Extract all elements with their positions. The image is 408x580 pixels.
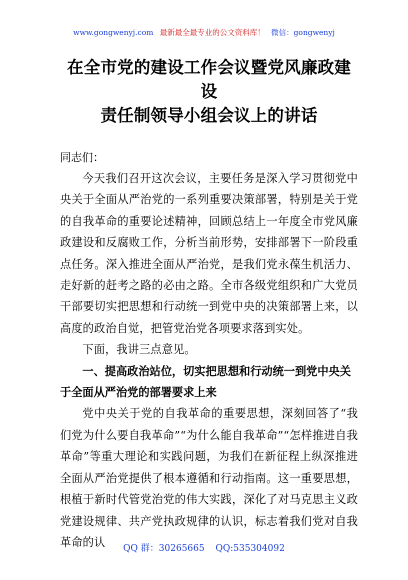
- title-line-1: 在全市党的建设工作会议暨党风廉政建设: [67, 58, 351, 101]
- page-header: [0, 0, 408, 38]
- page-footer: [0, 544, 408, 555]
- footer-qq-group: QQ 群：30265665: [123, 544, 205, 554]
- section-heading-1: 一、提高政治站位，切实把思想和行动统一到党中央关于全面从严治党的部署要求上来: [60, 364, 351, 400]
- header-slogan: 最新最全最专业的公文资料库！: [159, 28, 265, 37]
- paragraph-outline: 下面，我讲三点意见。: [82, 343, 196, 357]
- footer-qq: QQ:535304092: [215, 544, 285, 554]
- header-website: www.gongwenyj.com: [73, 28, 154, 37]
- document-body: [60, 56, 358, 553]
- paragraph-section-1: 党中央关于党的自我革命的重要思想，深刻回答了“我们党为什么要自我革命”“为什么能自我革命”“怎样推进自我革命”等重大理论和实践问题，为我们在新征程上纵深推进全面从严治党提供了根本遵循和行动指南。这一重要思想，根植于新时代管党治党的伟大实践，深化了对马克思主义政党建设规律、共产党执政规律的认识，标志着我们党对自我革命的认: [60, 407, 358, 549]
- header-banner: [0, 28, 408, 37]
- paragraph-intro: 今天我们召开这次会议，主要任务是深入学习贯彻党中央关于全面从严治党的一系列重要决策部署，特别是关于党的自我革命的重要论述精神，回顾总结上一年度全市党风廉政建设和反腐败工作，分析当前形势，安排部署下一阶段重点任务。深入推进全面从严治党，是我们党永葆生机活力、走好新的赶考之路的必由之路。全市各级党组织和广大党员干部要切实把思想和行动统一到党中央的决策部署上来，以高度的政治自觉，把管党治党各项要求落到实处。: [60, 172, 358, 335]
- salutation: 同志们：: [60, 151, 104, 164]
- header-wechat: 微信：gongwenyj: [271, 28, 335, 37]
- title-line-2: 责任制领导小组会议上的讲话: [100, 106, 318, 125]
- document-title: [60, 56, 358, 128]
